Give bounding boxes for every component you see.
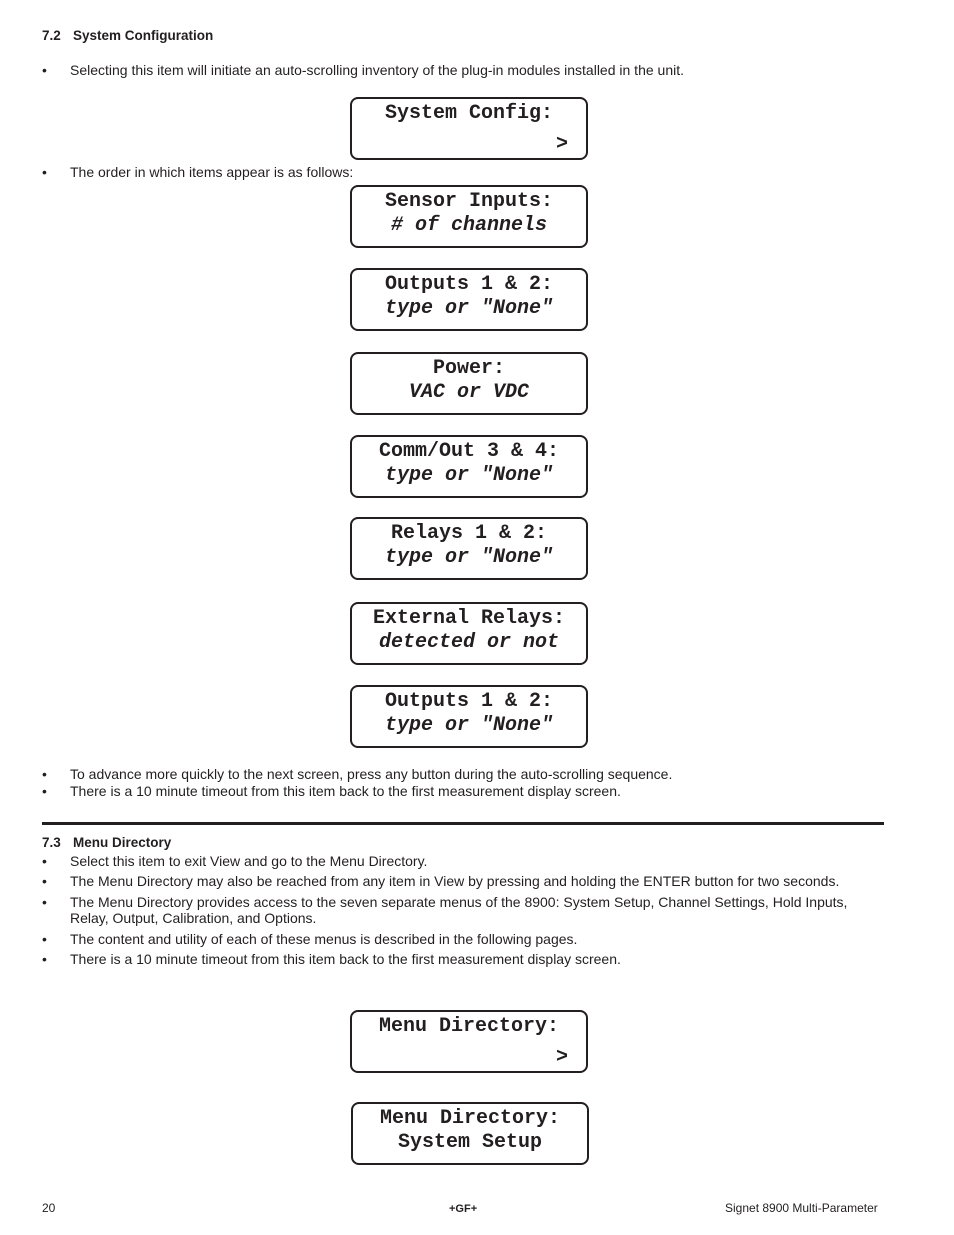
lcd-line-2: type or "None" [384, 714, 554, 737]
lcd-sensor-inputs [350, 185, 588, 248]
lcd-line-1: Power: [432, 357, 505, 380]
lcd-line-1: System Config: [384, 102, 554, 125]
section-divider [42, 822, 884, 825]
lcd-line-1: Outputs 1 & 2: [384, 273, 554, 296]
lcd-outputs-1-2-repeat [350, 685, 588, 748]
lcd-comm-out-3-4 [350, 435, 588, 498]
lcd-line-1: External Relays: [372, 607, 566, 630]
lcd-outputs-1-2 [350, 268, 588, 331]
lcd-arrow: > [555, 1046, 568, 1069]
lcd-menu-directory [350, 1010, 588, 1073]
lcd-line-2: type or "None" [384, 546, 554, 569]
lcd-line-1: Outputs 1 & 2: [384, 690, 554, 713]
lcd-system-config [350, 97, 588, 160]
lcd-menu-directory-system-setup [351, 1102, 589, 1165]
section-title: System Configuration [73, 28, 214, 43]
section-number: 7.3 [42, 835, 61, 850]
lcd-line-1: Menu Directory: [379, 1107, 561, 1130]
lcd-line-2: # of channels [390, 214, 548, 237]
lcd-line-2: VAC or VDC [408, 381, 530, 404]
lcd-line-2: type or "None" [384, 297, 554, 320]
lcd-external-relays [350, 602, 588, 665]
section-heading-7-3 [42, 835, 171, 850]
section-number: 7.2 [42, 28, 61, 43]
section-title: Menu Directory [73, 835, 172, 850]
lcd-power [350, 352, 588, 415]
lcd-line-1: Relays 1 & 2: [390, 522, 548, 545]
lcd-relays-1-2 [350, 517, 588, 580]
lcd-arrow: > [555, 133, 568, 156]
lcd-line-2: type or "None" [384, 464, 554, 487]
gf-logo: +GF+ [449, 1203, 478, 1215]
page-number: 20 [42, 1201, 56, 1215]
section-heading-7-2 [42, 28, 213, 43]
product-name: Signet 8900 Multi-Parameter [725, 1201, 878, 1215]
lcd-line-2: detected or not [378, 631, 560, 654]
lcd-line-1: Menu Directory: [378, 1015, 560, 1038]
lcd-line-1: Comm/Out 3 & 4: [378, 440, 560, 463]
lcd-line-2: System Setup [397, 1131, 543, 1154]
lcd-line-1: Sensor Inputs: [384, 190, 554, 213]
